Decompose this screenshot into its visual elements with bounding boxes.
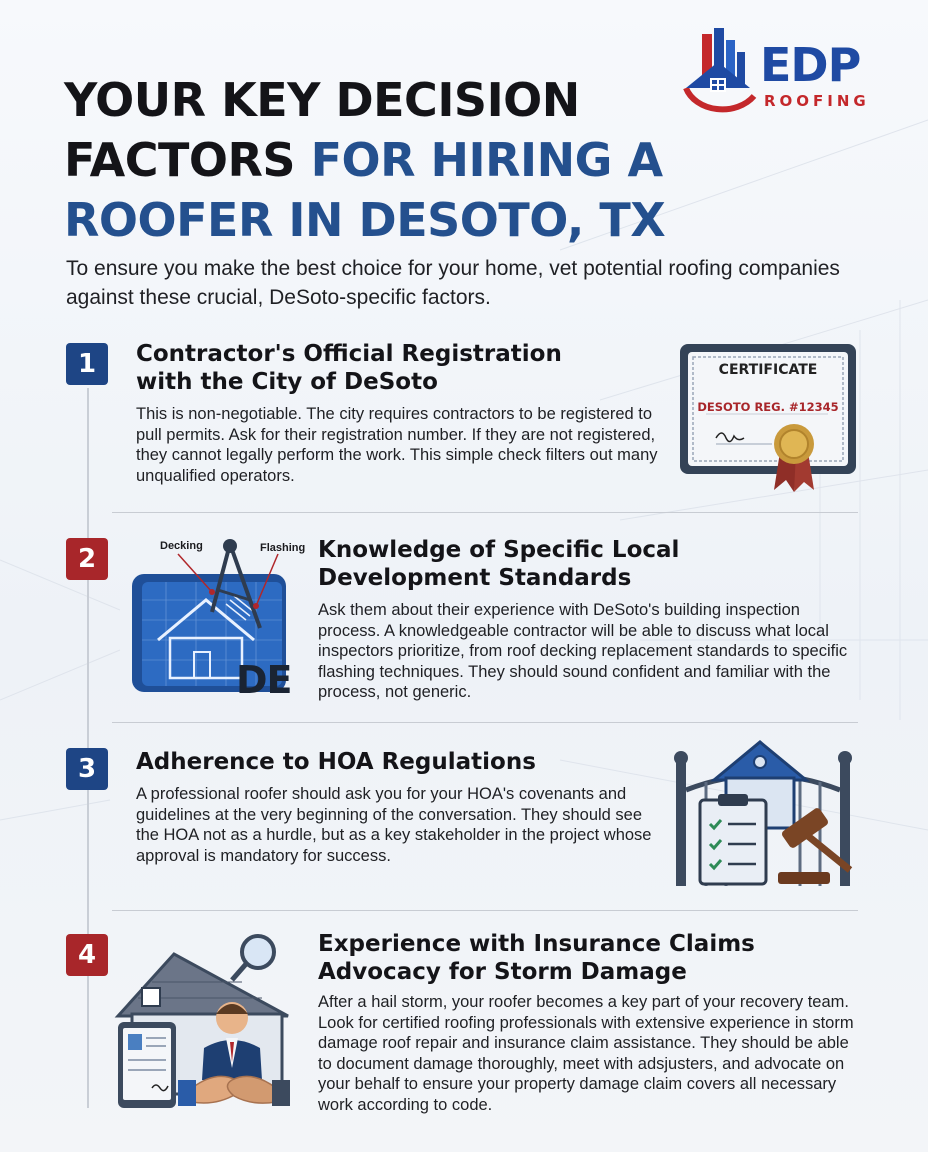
logo-wordmark: EDP — [760, 38, 861, 92]
logo-mark-icon — [676, 26, 766, 118]
page-title — [64, 70, 684, 250]
divider-1 — [112, 512, 858, 513]
factor-1-badge: 1 — [66, 343, 108, 385]
factor-4-heading-line-1: Experience with Insurance Claims — [318, 931, 755, 957]
blueprint-label-decking: Decking — [160, 540, 203, 552]
factor-2-heading-line-1: Knowledge of Specific Local — [318, 537, 680, 563]
factor-1-heading-line-2: with the City of DeSoto — [136, 369, 438, 395]
factor-4-badge: 4 — [66, 934, 108, 976]
factor-3-badge: 3 — [66, 748, 108, 790]
factor-4-heading-line-2: Advocacy for Storm Damage — [318, 959, 687, 985]
factor-4-heading — [318, 930, 838, 986]
blueprint-mark: DE — [236, 658, 292, 702]
hoa-illustration — [670, 730, 866, 890]
edp-roofing-logo — [676, 26, 896, 118]
factor-4-body: After a hail storm, your roofer becomes a key part of your recovery team. Look for certified roofing professionals with extensive experience in storm damage roof repair and insurance claim assistance. They should be able to document damage thoroughly, meet with adsjusters, and advocate on your behalf to ensure your property damage claim covers all necessary work according to code. — [318, 993, 854, 1114]
intro-text: To ensure you make the best choice for your home, vet potential roofing companies against these crucial, DeSoto-specific factors. — [66, 257, 840, 309]
certificate-reg-number: DESOTO REG. #12345 — [697, 400, 839, 414]
title-line-2-blue: FOR HIRING A — [310, 133, 663, 187]
factor-2-body: Ask them about their experience with DeSoto's building inspection process. A knowledgeable contractor will be able to discuss what local inspectors prioritize, from roof decking replacement standards to specific flashing techniques. They should sound confident and familiar with the process, not generic. — [318, 601, 848, 701]
logo-subtext: ROOFING — [764, 92, 870, 110]
blueprint-illustration — [126, 534, 306, 702]
factor-2-heading-line-2: Development Standards — [318, 565, 632, 591]
divider-3 — [112, 910, 858, 911]
factor-1-heading-line-1: Contractor's Official Registration — [136, 341, 562, 367]
title-line-3: ROOFER IN DESOTO, TX — [64, 193, 666, 247]
certificate-title: CERTIFICATE — [718, 362, 818, 378]
insurance-illustration — [112, 930, 308, 1110]
factor-3-heading: Adherence to HOA Regulations — [136, 749, 536, 775]
factor-2-heading — [318, 536, 838, 592]
blueprint-label-flashing: Flashing — [260, 542, 306, 554]
title-line-1: YOUR KEY DECISION — [64, 73, 580, 127]
factor-1-body: This is non-negotiable. The city requires contractors to be registered to pull permits. Ask for their registration number. If they are not registered, they cannot legally perform the work. This simple check filters out many unqualified operators. — [136, 405, 658, 485]
divider-2 — [112, 722, 858, 723]
certificate-illustration — [676, 340, 860, 500]
title-line-2-dark: FACTORS — [64, 133, 311, 187]
factor-3-body: A professional roofer should ask you for your HOA's covenants and guidelines at the very beginning of the conversation. They should see the HOA not as a hurdle, but as a key stakeholder in the project whose approval is mandatory for success. — [136, 785, 652, 865]
factor-1-heading — [136, 340, 616, 396]
factor-2-badge: 2 — [66, 538, 108, 580]
